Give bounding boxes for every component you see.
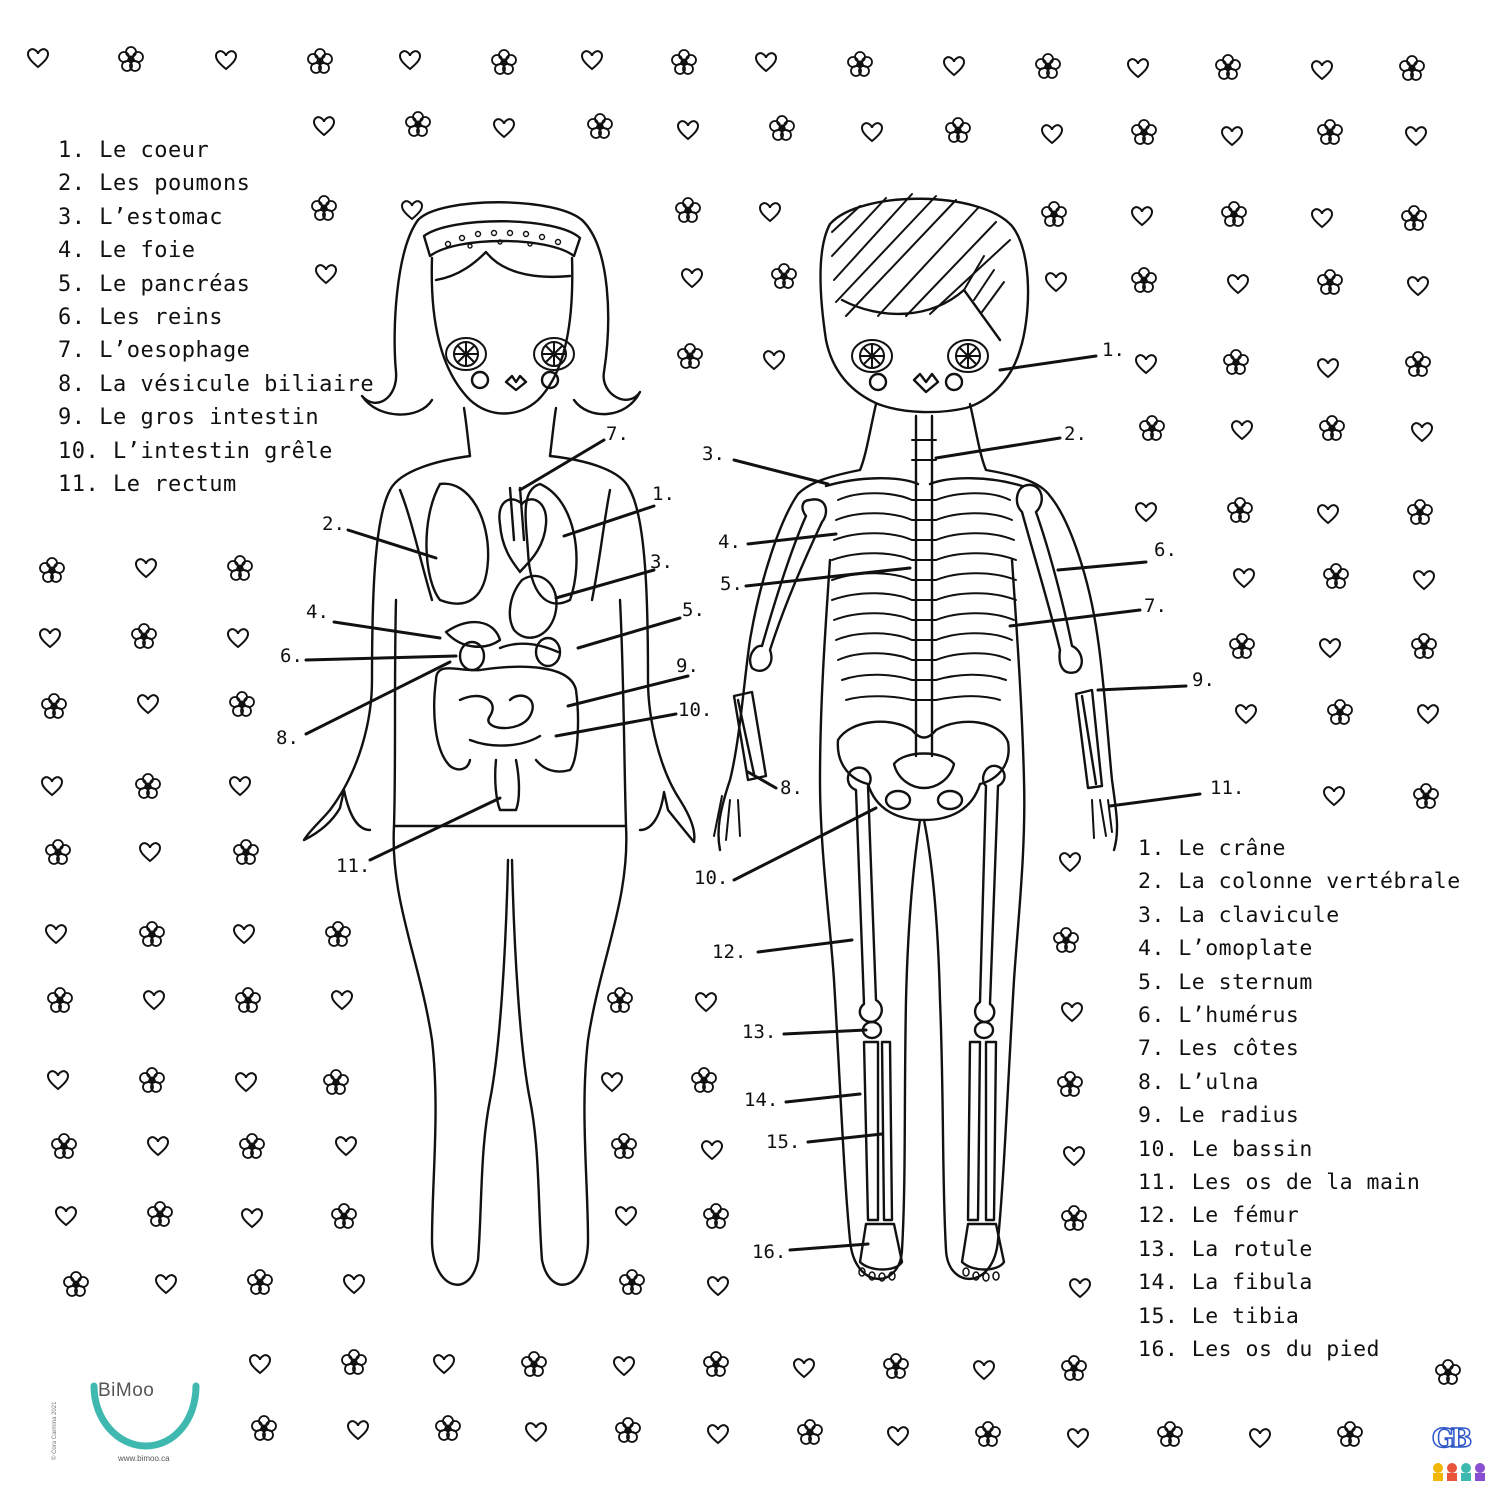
- cb-badge: [1430, 1418, 1488, 1484]
- heart-icon: [1060, 853, 1080, 871]
- heart-icon: [1064, 1147, 1084, 1165]
- right-femur: [975, 766, 1004, 1022]
- organ-callout-2: 2.: [322, 513, 345, 535]
- girl-right-eye-icon: [534, 338, 574, 370]
- flower-icon: [616, 1418, 640, 1442]
- kids-icon: [1430, 1462, 1488, 1482]
- legend-item: 8. La vésicule biliaire: [58, 371, 375, 397]
- heart-icon: [1408, 277, 1428, 295]
- flower-icon: [1400, 56, 1424, 80]
- heart-icon: [234, 925, 254, 943]
- flower-icon: [1042, 202, 1066, 226]
- heart-icon: [348, 1421, 368, 1439]
- legend-item: 7. Les côtes: [1138, 1036, 1300, 1062]
- heart-icon: [582, 51, 602, 69]
- heart-icon: [888, 1427, 908, 1445]
- heart-icon: [1320, 639, 1340, 657]
- legend-item: 13. La rotule: [1138, 1236, 1313, 1262]
- flower-icon: [252, 1416, 276, 1440]
- bone-callout-9: 9.: [1192, 669, 1215, 691]
- right-patella: [975, 1022, 993, 1038]
- legend-item: 2. La colonne vertébrale: [1138, 869, 1461, 895]
- flower-icon: [672, 50, 696, 74]
- heart-icon: [1318, 359, 1338, 377]
- flower-icon: [976, 1422, 1000, 1446]
- flower-icon: [522, 1352, 546, 1376]
- flower-icon: [308, 49, 332, 73]
- flower-icon: [1036, 54, 1060, 78]
- legend-item: 11. Le rectum: [58, 472, 237, 498]
- flower-icon: [1338, 1422, 1362, 1446]
- flower-icon: [1320, 416, 1344, 440]
- heart-icon: [228, 629, 248, 647]
- heart-icon: [140, 843, 160, 861]
- logo-text: BiMoo: [98, 1380, 155, 1401]
- organ-callout-8: 8.: [276, 727, 299, 749]
- hair-stripes: [832, 194, 1010, 316]
- heart-icon: [1414, 571, 1434, 589]
- heart-icon: [250, 1355, 270, 1373]
- legend-item: 1. Le crâne: [1138, 836, 1286, 861]
- flower-icon: [40, 558, 64, 582]
- bone-callout-2: 2.: [1064, 423, 1087, 445]
- flower-icon: [1414, 784, 1438, 808]
- copyright-text: © Cora Carmina 2021: [52, 1401, 58, 1460]
- heart-icon: [230, 777, 250, 795]
- heart-icon: [1132, 207, 1152, 225]
- legend-item: 10. L’intestin grêle: [58, 438, 333, 464]
- heart-icon: [40, 629, 60, 647]
- flower-icon: [342, 1350, 366, 1374]
- flower-icon: [1062, 1206, 1086, 1230]
- heart-icon: [156, 1275, 176, 1293]
- heart-icon: [242, 1209, 262, 1227]
- boy-mouth: [914, 374, 938, 392]
- right-humerus: [1017, 485, 1082, 673]
- heart-icon: [48, 1071, 68, 1089]
- flower-icon: [230, 692, 254, 716]
- legend-item: 4. Le foie: [58, 238, 196, 264]
- bone-callout-11: 11.: [1210, 777, 1245, 799]
- flower-icon: [798, 1420, 822, 1444]
- legend-item: 10. Le bassin: [1138, 1136, 1313, 1162]
- flower-icon: [1318, 270, 1342, 294]
- heart-icon: [46, 925, 66, 943]
- heart-icon: [862, 123, 882, 141]
- heart-icon: [682, 269, 702, 287]
- flower-icon: [240, 1134, 264, 1158]
- heart-icon: [144, 991, 164, 1009]
- flower-icon: [1224, 350, 1248, 374]
- heart-icon: [1136, 355, 1156, 373]
- flower-icon: [946, 118, 970, 142]
- bone-callout-8: 8.: [780, 777, 803, 799]
- left-lung: [426, 484, 488, 604]
- girl-mouth: [506, 376, 526, 390]
- flower-icon: [1324, 564, 1348, 588]
- flower-icon: [324, 1070, 348, 1094]
- bone-callout-1: 1.: [1102, 339, 1125, 361]
- bone-callout-7: 7.: [1144, 595, 1167, 617]
- bone-callout-15: 15.: [766, 1131, 801, 1153]
- heart-icon: [400, 51, 420, 69]
- legend-item: 5. Le sternum: [1138, 969, 1313, 995]
- flower-icon: [676, 198, 700, 222]
- heart-icon: [526, 1423, 546, 1441]
- flower-icon: [1412, 634, 1436, 658]
- heart-icon: [1406, 127, 1426, 145]
- skeleton-figure: [714, 194, 1117, 1281]
- flower-icon: [1402, 206, 1426, 230]
- large-intestine: [434, 667, 578, 772]
- heart-icon: [1232, 421, 1252, 439]
- bone-callout-6: 6.: [1154, 539, 1177, 561]
- heart-icon: [402, 201, 422, 219]
- girl-left-leg: [394, 826, 508, 1285]
- bone-callout-4: 4.: [718, 531, 741, 553]
- small-intestine: [460, 696, 540, 746]
- badge-text: GB: [1432, 1424, 1469, 1454]
- bone-callout-12: 12.: [712, 941, 747, 963]
- heart-icon: [678, 121, 698, 139]
- heart-icon: [1136, 503, 1156, 521]
- spine: [916, 416, 932, 756]
- heart-icon: [1234, 569, 1254, 587]
- flower-icon: [1318, 120, 1342, 144]
- flower-icon: [620, 1270, 644, 1294]
- organ-callout-10: 10.: [678, 699, 713, 721]
- flower-icon: [1222, 202, 1246, 226]
- girl-headband: [424, 221, 580, 256]
- heart-icon: [332, 991, 352, 1009]
- logo-url: www.bimoo.ca: [118, 1454, 170, 1463]
- flower-icon: [1328, 700, 1352, 724]
- right-forearm: [1076, 690, 1102, 788]
- flower-icon: [228, 556, 252, 580]
- stomach: [510, 576, 557, 638]
- organ-legend: [58, 134, 374, 501]
- flower-icon: [136, 774, 160, 798]
- flower-icon: [1140, 416, 1164, 440]
- rectum: [495, 760, 519, 810]
- heart-icon: [1312, 61, 1332, 79]
- organ-callout-1: 1.: [652, 483, 675, 505]
- flower-icon: [848, 52, 872, 76]
- bone-legend: [1138, 832, 1461, 1367]
- flower-icon: [234, 840, 258, 864]
- heart-icon: [1318, 505, 1338, 523]
- pelvis: [838, 722, 1009, 820]
- flower-icon: [608, 988, 632, 1012]
- heart-icon: [696, 993, 716, 1011]
- left-foot-bones: [860, 1224, 902, 1270]
- heart-icon: [138, 695, 158, 713]
- legend-item: 2. Les poumons: [58, 171, 251, 197]
- flower-icon: [326, 922, 350, 946]
- heart-icon: [148, 1137, 168, 1155]
- organ-callout-9: 9.: [676, 655, 699, 677]
- flower-icon: [1062, 1356, 1086, 1380]
- flower-icon: [772, 264, 796, 288]
- heart-icon: [1046, 273, 1066, 291]
- girl-face: [432, 258, 573, 414]
- legend-item: 8. L’ulna: [1138, 1069, 1259, 1095]
- bone-callout-13: 13.: [742, 1021, 777, 1043]
- bone-callout-10: 10.: [694, 867, 729, 889]
- flower-icon: [1132, 268, 1156, 292]
- flower-icon: [1132, 120, 1156, 144]
- flower-icon: [1158, 1422, 1182, 1446]
- flower-icon: [148, 1202, 172, 1226]
- legend-item: 6. L’humérus: [1138, 1003, 1300, 1029]
- heart-icon: [1312, 209, 1332, 227]
- bone-callout-5: 5.: [720, 573, 743, 595]
- heart-icon: [1068, 1429, 1088, 1447]
- heart-icon: [1228, 275, 1248, 293]
- heart-icon: [1418, 705, 1438, 723]
- heart-icon: [708, 1425, 728, 1443]
- flower-icon: [704, 1204, 728, 1228]
- legend-item: 7. L’oesophage: [58, 338, 251, 364]
- heart-icon: [336, 1137, 356, 1155]
- heart-icon: [1412, 423, 1432, 441]
- heart-icon: [944, 57, 964, 75]
- heart-icon: [344, 1275, 364, 1293]
- heart-icon: [1324, 787, 1344, 805]
- flower-icon: [1228, 498, 1252, 522]
- heart-icon: [614, 1357, 634, 1375]
- heart-icon: [434, 1355, 454, 1373]
- flower-icon: [140, 1068, 164, 1092]
- flower-icon: [1216, 55, 1240, 79]
- flower-icon: [332, 1204, 356, 1228]
- legend-item: 9. Le gros intestin: [58, 405, 320, 431]
- heart-icon: [1042, 125, 1062, 143]
- heart-icon: [764, 351, 784, 369]
- bone-callout-3: 3.: [702, 443, 725, 465]
- flower-icon: [704, 1352, 728, 1376]
- legend-item: 15. Le tibia: [1138, 1303, 1300, 1329]
- flower-icon: [140, 922, 164, 946]
- legend-item: 3. L’estomac: [58, 204, 223, 230]
- flower-icon: [248, 1270, 272, 1294]
- legend-item: 14. La fibula: [1138, 1270, 1313, 1296]
- heart-icon: [1062, 1003, 1082, 1021]
- bone-callout-14: 14.: [744, 1089, 779, 1111]
- heart-icon: [314, 117, 334, 135]
- flower-icon: [612, 1134, 636, 1158]
- girl-fringe: [436, 252, 570, 280]
- heart-icon: [494, 119, 514, 137]
- legend-item: 12. Le fémur: [1138, 1203, 1300, 1229]
- flower-icon: [1406, 352, 1430, 376]
- boy-right-eye-icon: [948, 340, 988, 372]
- organ-callout-4: 4.: [306, 601, 329, 623]
- flower-icon: [770, 116, 794, 140]
- boy-left-leg: [820, 560, 920, 1279]
- flower-icon: [1230, 634, 1254, 658]
- organ-callout-11: 11.: [336, 855, 371, 877]
- flower-icon: [132, 624, 156, 648]
- left-femur: [848, 768, 882, 1022]
- flower-icon: [588, 114, 612, 138]
- heart-icon: [1250, 1429, 1270, 1447]
- flower-icon: [692, 1068, 716, 1092]
- organ-callout-5: 5.: [682, 599, 705, 621]
- flower-icon: [52, 1134, 76, 1158]
- legend-item: 16. Les os du pied: [1138, 1337, 1380, 1363]
- flower-icon: [42, 694, 66, 718]
- organ-callout-6: 6.: [280, 645, 303, 667]
- heart-icon: [794, 1359, 814, 1377]
- heart-icon: [702, 1141, 722, 1159]
- heart-icon: [602, 1073, 622, 1091]
- girl-right-leg: [512, 826, 626, 1285]
- flower-icon: [406, 112, 430, 136]
- right-tibia-fibula: [968, 1042, 996, 1220]
- flower-icon: [492, 50, 516, 74]
- heart-icon: [616, 1207, 636, 1225]
- legend-item: 9. Le radius: [1138, 1103, 1300, 1129]
- flower-icon: [1408, 500, 1432, 524]
- flower-icon: [46, 840, 70, 864]
- heart-icon: [1222, 127, 1242, 145]
- legend-item: 3. La clavicule: [1138, 902, 1340, 928]
- flower-icon: [48, 988, 72, 1012]
- bimoo-logo: [88, 1380, 200, 1463]
- heart-icon: [136, 559, 156, 577]
- heart-icon: [216, 51, 236, 69]
- boy-right-leg: [924, 560, 1024, 1279]
- flower-icon: [1054, 928, 1078, 952]
- flower-icon: [884, 1354, 908, 1378]
- heart-icon: [974, 1361, 994, 1379]
- flower-icon: [64, 1272, 88, 1296]
- flower-icon: [678, 344, 702, 368]
- heart-icon: [1236, 705, 1256, 723]
- heart-icon: [28, 49, 48, 67]
- girl-left-eye-icon: [446, 338, 486, 370]
- heart-icon: [708, 1277, 728, 1295]
- heart-icon: [1070, 1279, 1090, 1297]
- callout-leader-lines: [306, 356, 1200, 1250]
- legend-item: 5. Le pancréas: [58, 271, 251, 297]
- flower-icon: [436, 1416, 460, 1440]
- heart-icon: [1128, 59, 1148, 77]
- heart-icon: [56, 1207, 76, 1225]
- boy-left-eye-icon: [852, 340, 892, 372]
- left-tibia-fibula: [864, 1042, 892, 1220]
- legend-item: 11. Les os de la main: [1138, 1170, 1421, 1196]
- legend-item: 1. Le coeur: [58, 138, 210, 163]
- flower-icon: [1058, 1072, 1082, 1096]
- organ-callout-3: 3.: [650, 551, 673, 573]
- clavicles: [826, 478, 1022, 486]
- heart-icon: [760, 203, 780, 221]
- ribs: [832, 493, 1016, 700]
- flower-icon: [236, 988, 260, 1012]
- legend-item: 6. Les reins: [58, 305, 223, 331]
- flower-icon: [119, 47, 143, 71]
- bone-callout-16: 16.: [752, 1241, 787, 1263]
- heart-icon: [756, 53, 776, 71]
- organ-callout-7: 7.: [606, 423, 629, 445]
- legend-item: 4. L’omoplate: [1138, 936, 1313, 962]
- heart-icon: [42, 777, 62, 795]
- heart-icon: [236, 1073, 256, 1091]
